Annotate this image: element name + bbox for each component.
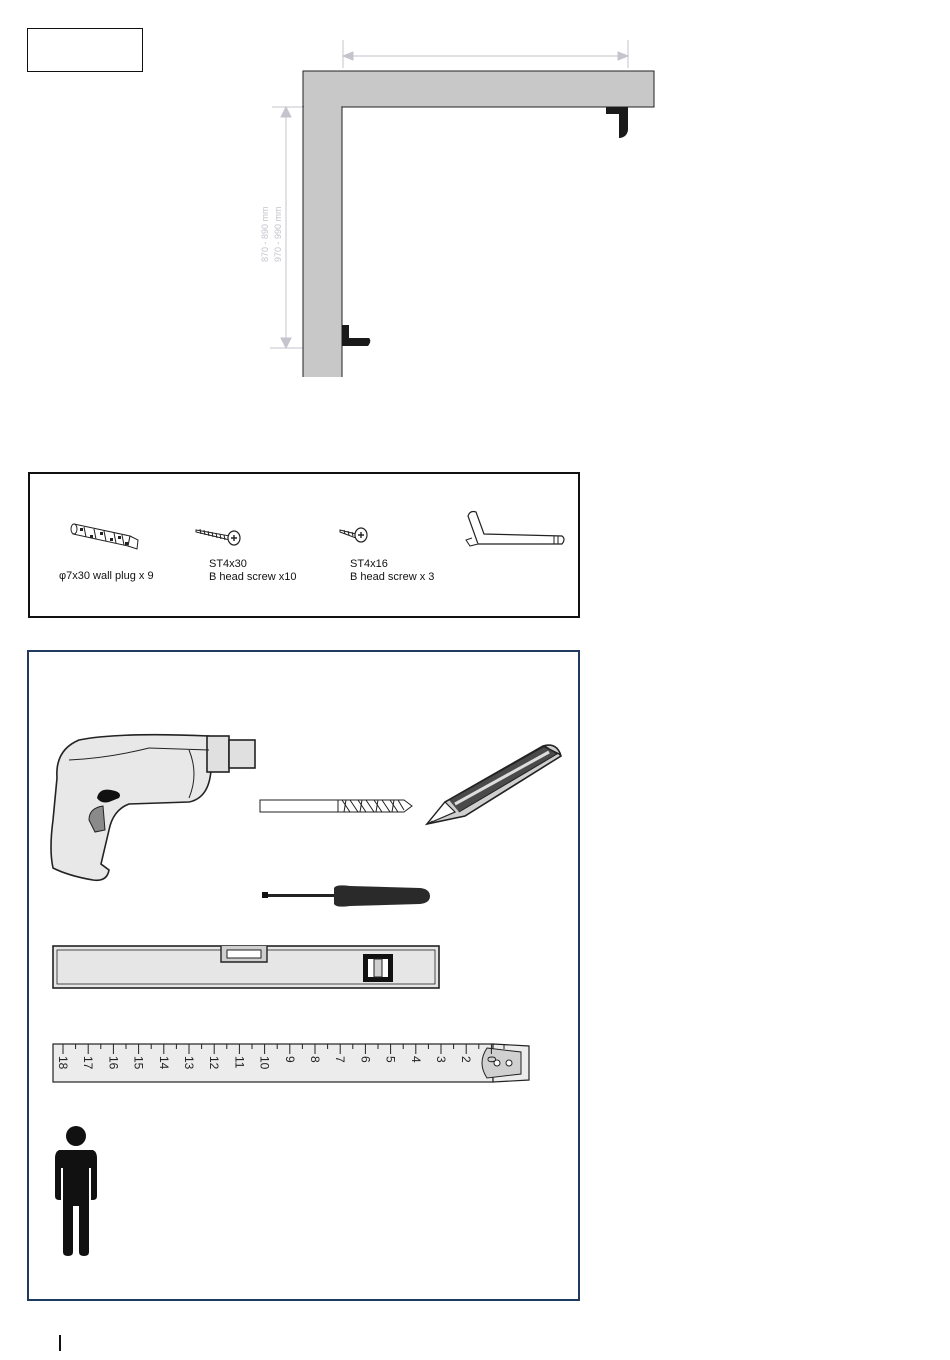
ruler-number: 7 bbox=[333, 1056, 348, 1063]
ruler-number: 17 bbox=[81, 1056, 96, 1070]
ruler-icon bbox=[51, 1040, 531, 1086]
ruler-number: 11 bbox=[232, 1056, 247, 1069]
screw-long-line1: ST4x30 bbox=[209, 558, 247, 570]
installation-diagram bbox=[240, 30, 670, 390]
person-icon bbox=[49, 1124, 105, 1256]
ruler-number: 12 bbox=[207, 1056, 222, 1070]
ruler-number: 4 bbox=[408, 1056, 423, 1063]
ruler-number: 8 bbox=[308, 1056, 322, 1063]
ruler-number: 2 bbox=[459, 1056, 474, 1063]
ruler-number: 0 bbox=[484, 1056, 499, 1063]
drill-bit-icon bbox=[258, 796, 414, 816]
screw-short-line2: B head screw x 3 bbox=[350, 571, 435, 583]
bracket-bottom bbox=[342, 325, 370, 346]
wall-plug-icon bbox=[70, 518, 142, 552]
width-dimension-line bbox=[343, 40, 628, 68]
ruler-number: 18 bbox=[56, 1056, 70, 1070]
screw-short-line1: ST4x16 bbox=[350, 558, 388, 570]
wall-panel bbox=[303, 71, 654, 377]
ruler-number: 6 bbox=[358, 1056, 373, 1063]
ruler-number: 15 bbox=[131, 1056, 146, 1070]
spirit-level-icon bbox=[51, 942, 443, 992]
wall-plug-label: φ7x30 wall plug x 9 bbox=[59, 570, 154, 582]
screw-long-line2: B head screw x10 bbox=[209, 571, 297, 583]
step-label-box bbox=[27, 28, 143, 72]
bracket-top bbox=[606, 107, 628, 138]
required-tools-panel bbox=[27, 650, 580, 1301]
screw-icon bbox=[194, 524, 244, 546]
hex-key-icon bbox=[462, 508, 572, 554]
screw-icon bbox=[338, 522, 370, 544]
height-label-b: 970 - 990 mm bbox=[273, 206, 283, 262]
ruler-number: 16 bbox=[106, 1056, 121, 1070]
ruler-number: 13 bbox=[182, 1056, 196, 1070]
ruler-number: 14 bbox=[156, 1056, 171, 1070]
ruler-number: 10 bbox=[257, 1056, 272, 1070]
ruler-number: 3 bbox=[434, 1056, 448, 1063]
drill-icon bbox=[49, 730, 261, 882]
pencil-icon bbox=[425, 742, 569, 828]
hardware-parts-panel bbox=[28, 472, 580, 618]
ruler-number: 9 bbox=[282, 1056, 297, 1063]
ruler-number: 5 bbox=[383, 1056, 398, 1063]
page-marker bbox=[59, 1335, 61, 1351]
screwdriver-icon bbox=[260, 882, 432, 910]
height-label-a: 870 - 890 mm bbox=[260, 206, 270, 262]
